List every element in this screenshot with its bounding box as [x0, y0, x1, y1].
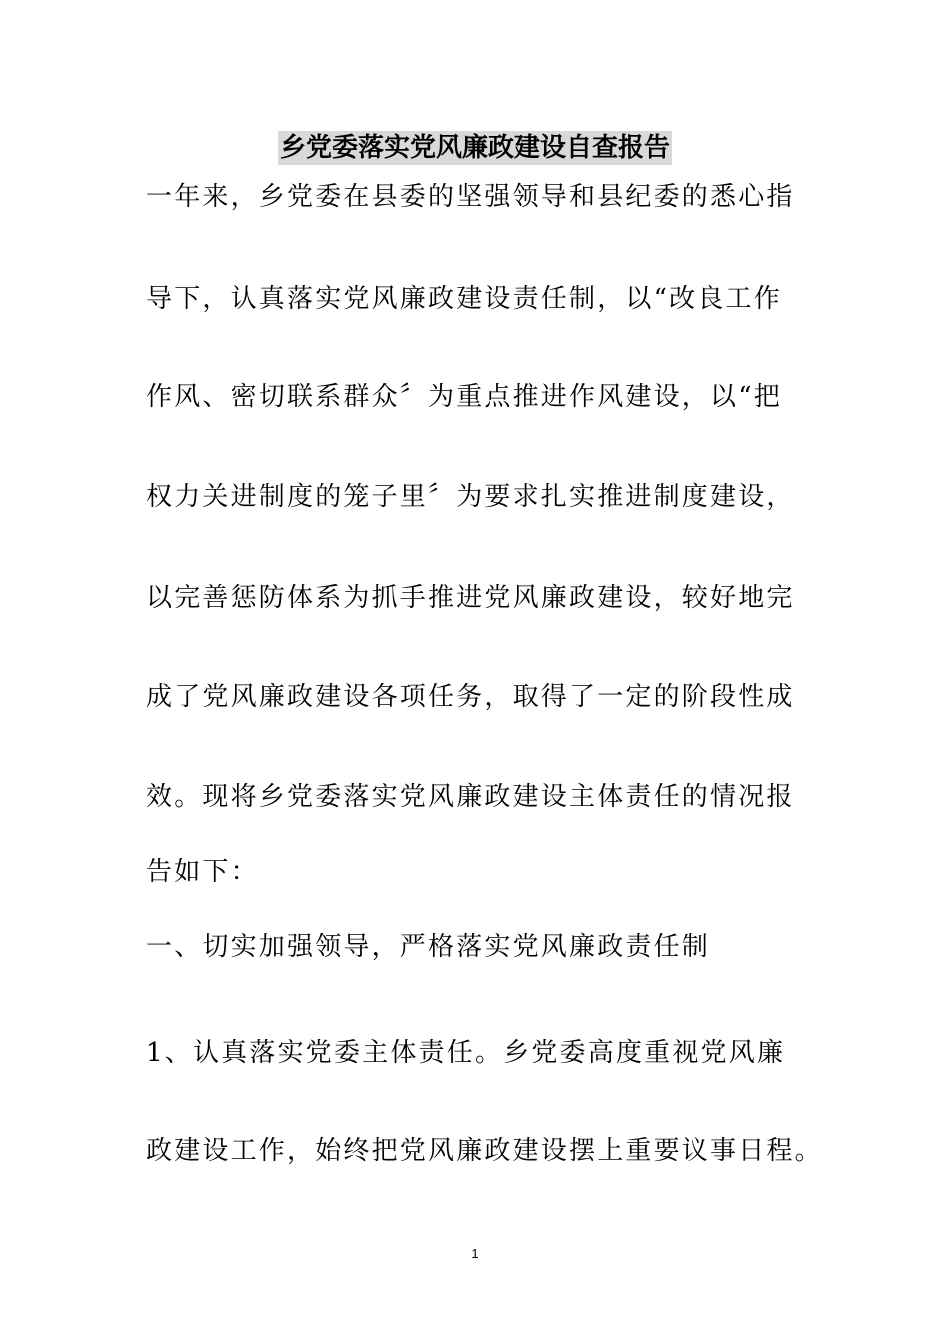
- body-line-11: 政建设工作，始终把党风廉政建设摆上重要议事日程。: [146, 1136, 823, 1166]
- body-line-6: 成了党风廉政建设各项任务，取得了一定的阶段性成: [146, 682, 795, 712]
- body-line-10: 1、认真落实党委主体责任。乡党委高度重视党风廉: [146, 1038, 786, 1068]
- body-line-1: 一年来，乡党委在县委的坚强领导和县纪委的悉心指: [146, 182, 795, 212]
- body-line-5: 以完善惩防体系为抓手推进党风廉政建设，较好地完: [146, 583, 795, 613]
- body-line-7: 效。现将乡党委落实党风廉政建设主体责任的情况报: [146, 782, 795, 812]
- title-container: [0, 131, 950, 165]
- section-heading-1: 一、切实加强领导，严格落实党风廉政责任制: [146, 932, 711, 962]
- body-line-8: 告如下：: [146, 857, 259, 887]
- document-title: 乡党委落实党风廉政建设自查报告: [279, 133, 670, 163]
- body-line-4: 权力关进制度的笼子里〞为要求扎实推进制度建设，: [146, 482, 795, 512]
- page-number: 1: [471, 1246, 479, 1261]
- body-line-3: 作风、密切联系群众〞为重点推进作风建设，以“把: [146, 382, 782, 412]
- body-line-2: 导下，认真落实党风廉政建设责任制，以“改良工作: [146, 284, 782, 314]
